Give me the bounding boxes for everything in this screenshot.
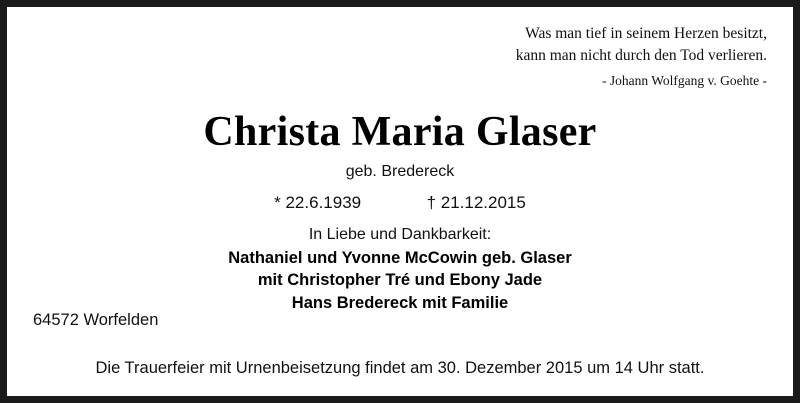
- life-dates: [33, 193, 767, 213]
- death-date: † 21.12.2015: [426, 192, 526, 212]
- ceremony-text: Die Trauerfeier mit Urnenbeisetzung findet am 30. Dezember 2015 um 14 Uhr statt.: [95, 359, 705, 377]
- list-item: Nathaniel und Yvonne McCowin geb. Glaser: [228, 248, 572, 267]
- mourners-list: [33, 247, 767, 315]
- place-text: 64572 Worfelden: [33, 311, 159, 329]
- deceased-name: Christa Maria Glaser: [203, 108, 597, 155]
- maiden-name: geb. Bredereck: [345, 162, 455, 180]
- list-item: mit Christopher Tré und Ebony Jade: [257, 271, 543, 290]
- birth-date: * 22.6.1939: [274, 192, 362, 212]
- quote-line-1: Was man tief in seinem Herzen besitzt,: [525, 25, 767, 42]
- quote-author: - Johann Wolfgang v. Goehte -: [602, 72, 767, 88]
- quote-line-2: kann man nicht durch den Tod verlieren.: [515, 47, 767, 65]
- list-item: Hans Bredereck mit Familie: [291, 294, 509, 313]
- quote-block: [33, 23, 767, 91]
- dedication-text: In Liebe und Dankbarkeit:: [308, 225, 492, 243]
